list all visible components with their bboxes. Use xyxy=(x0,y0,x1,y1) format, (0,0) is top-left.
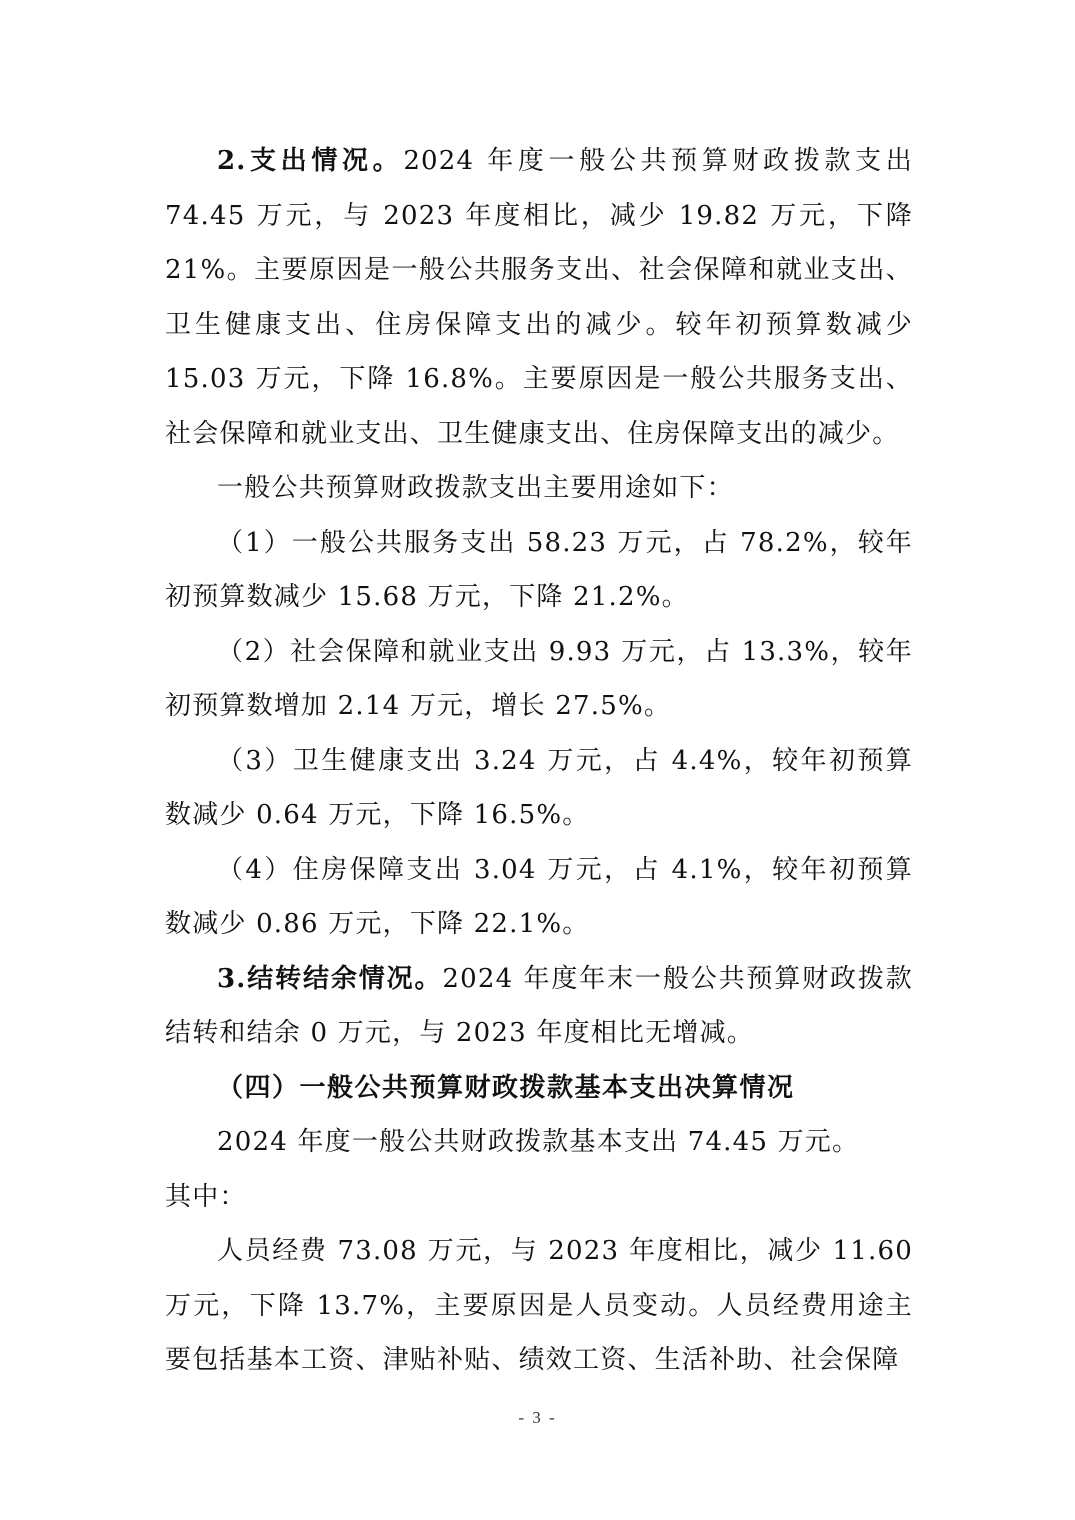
page-number: - 3 - xyxy=(518,1408,557,1427)
list-item-general-public-services: （1）一般公共服务支出 58.23 万元，占 78.2%，较年初预算数减少 15.68 万元，下降 21.2%。 xyxy=(165,527,913,612)
paragraph-basic-expenditure-total: 2024 年度一般公共财政拨款基本支出 74.45 万元。 xyxy=(217,1127,860,1157)
paragraph-among-them: 其中： xyxy=(165,1181,247,1212)
list-item-housing: （4）住房保障支出 3.04 万元，占 4.1%，较年初预算数减少 0.86 万元，下降 22.1%。 xyxy=(165,854,913,939)
paragraph-text: 2024 年度一般公共预算财政拨款支出 74.45 万元，与 2023 年度相比，减少 19.82 万元，下降 21%。主要原因是一般公共服务支出、社会保障和就业支出、卫生健康支出、住房保障支出的减少。较年初预算数减少 15.03 万元，下降 16.8%。主要原因是一般公共服务支出、社会保障和就业支出、卫生健康支出、住房保障支出的减少。 xyxy=(165,146,913,449)
section-lead-expenditure: 2.支出情况。 xyxy=(217,146,404,176)
paragraph-expenditure xyxy=(165,134,913,461)
paragraph-text: 2024 年度年末一般公共预算财政拨款结转和结余 0 万元，与 2023 年度相比无增减。 xyxy=(165,963,914,1048)
paragraph-personnel-expenses: 人员经费 73.08 万元，与 2023 年度相比，减少 11.60 万元，下降 13.7%，主要原因是人员变动。人员经费用途主要包括基本工资、津贴补贴、绩效工资、生活补助、社会保障 xyxy=(165,1236,913,1375)
paragraph-main-uses: 一般公共预算财政拨款支出主要用途如下： xyxy=(217,473,734,503)
list-item-social-security: （2）社会保障和就业支出 9.93 万元，占 13.3%，较年初预算数增加 2.14 万元，增长 27.5%。 xyxy=(165,636,913,721)
paragraph-carryover xyxy=(165,952,913,1061)
section-lead-carryover: 3.结转结余情况。 xyxy=(217,963,443,994)
section-heading-basic-expenditure: （四）一般公共预算财政拨款基本支出决算情况 xyxy=(217,1072,795,1103)
list-item-health: （3）卫生健康支出 3.24 万元，占 4.4%，较年初预算数减少 0.64 万元，下降 16.5%。 xyxy=(165,745,913,830)
page-body xyxy=(165,134,913,1388)
